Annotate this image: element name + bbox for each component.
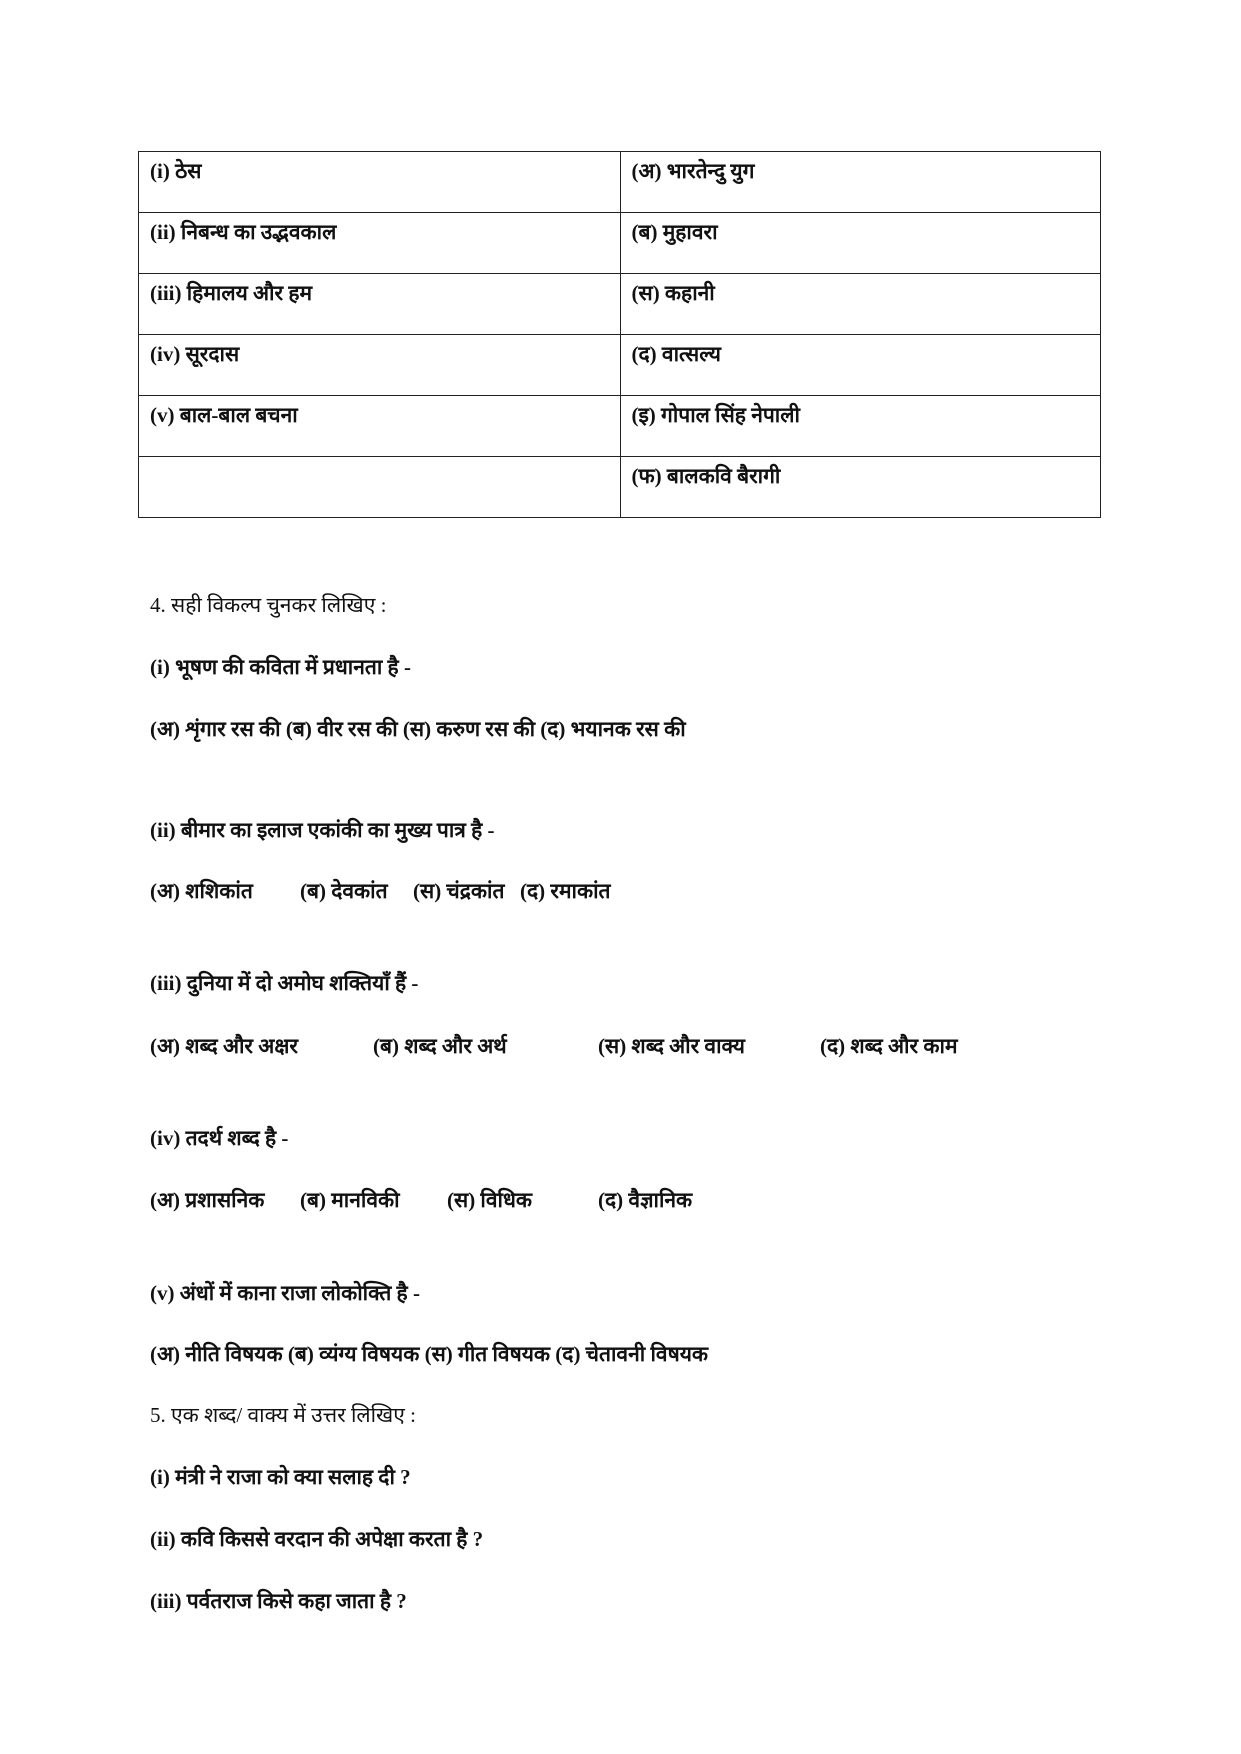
question-5-ii: (ii) कवि किससे वरदान की अपेक्षा करता है ? xyxy=(150,1527,484,1551)
option-d: (द) शब्द और काम xyxy=(820,1034,958,1058)
match-the-following-table xyxy=(138,151,1101,518)
table-row xyxy=(139,457,1101,518)
table-cell-left: (iii) हिमालय और हम xyxy=(139,274,621,335)
option-a: (अ) शशिकांत xyxy=(150,879,253,903)
option-a: (अ) शब्द और अक्षर xyxy=(150,1034,298,1058)
table-cell-left: (iv) सूरदास xyxy=(139,335,621,396)
question-4-heading: 4. सही विकल्प चुनकर लिखिए : xyxy=(150,593,387,617)
table-cell-left: (v) बाल-बाल बचना xyxy=(139,396,621,457)
question-4-i-options: (अ) शृंगार रस की (ब) वीर रस की (स) करुण रस की (द) भयानक रस की xyxy=(150,717,686,741)
question-4-i: (i) भूषण की कविता में प्रधानता है - xyxy=(150,655,411,679)
option-c: (स) चंद्रकांत xyxy=(413,879,505,903)
table-row xyxy=(139,396,1101,457)
table-cell-left: (i) ठेस xyxy=(139,152,621,213)
question-4-iv: (iv) तदर्थ शब्द है - xyxy=(150,1126,289,1150)
question-4-ii: (ii) बीमार का इलाज एकांकी का मुख्य पात्र है - xyxy=(150,818,495,842)
option-d: (द) रमाकांत xyxy=(520,879,611,903)
table-cell-right: (फ) बालकवि बैरागी xyxy=(620,457,1101,518)
question-4-v-options: (अ) नीति विषयक (ब) व्यंग्य विषयक (स) गीत विषयक (द) चेतावनी विषयक xyxy=(150,1342,709,1366)
option-c: (स) विधिक xyxy=(447,1188,533,1212)
option-d: (द) वैज्ञानिक xyxy=(598,1188,693,1212)
table-cell-right: (द) वात्सल्य xyxy=(620,335,1101,396)
table-cell-right: (अ) भारतेन्दु युग xyxy=(620,152,1101,213)
table-row xyxy=(139,335,1101,396)
table-cell-right: (इ) गोपाल सिंह नेपाली xyxy=(620,396,1101,457)
question-5-iii: (iii) पर्वतराज किसे कहा जाता है ? xyxy=(150,1589,407,1613)
table-cell-left xyxy=(139,457,621,518)
table-row xyxy=(139,274,1101,335)
question-4-iii: (iii) दुनिया में दो अमोघ शक्तियाँ हैं - xyxy=(150,971,419,995)
question-5-heading: 5. एक शब्द/ वाक्य में उत्तर लिखिए : xyxy=(150,1403,416,1427)
option-b: (ब) शब्द और अर्थ xyxy=(373,1034,507,1058)
option-a: (अ) प्रशासनिक xyxy=(150,1188,265,1212)
option-c: (स) शब्द और वाक्य xyxy=(598,1034,745,1058)
table-row xyxy=(139,152,1101,213)
option-b: (ब) देवकांत xyxy=(300,879,388,903)
table-row xyxy=(139,213,1101,274)
question-5-i: (i) मंत्री ने राजा को क्या सलाह दी ? xyxy=(150,1465,411,1489)
table-cell-left: (ii) निबन्ध का उद्भवकाल xyxy=(139,213,621,274)
option-b: (ब) मानविकी xyxy=(300,1188,400,1212)
table-cell-right: (स) कहानी xyxy=(620,274,1101,335)
question-4-v: (v) अंधों में काना राजा लोकोक्ति है - xyxy=(150,1281,420,1305)
table-cell-right: (ब) मुहावरा xyxy=(620,213,1101,274)
